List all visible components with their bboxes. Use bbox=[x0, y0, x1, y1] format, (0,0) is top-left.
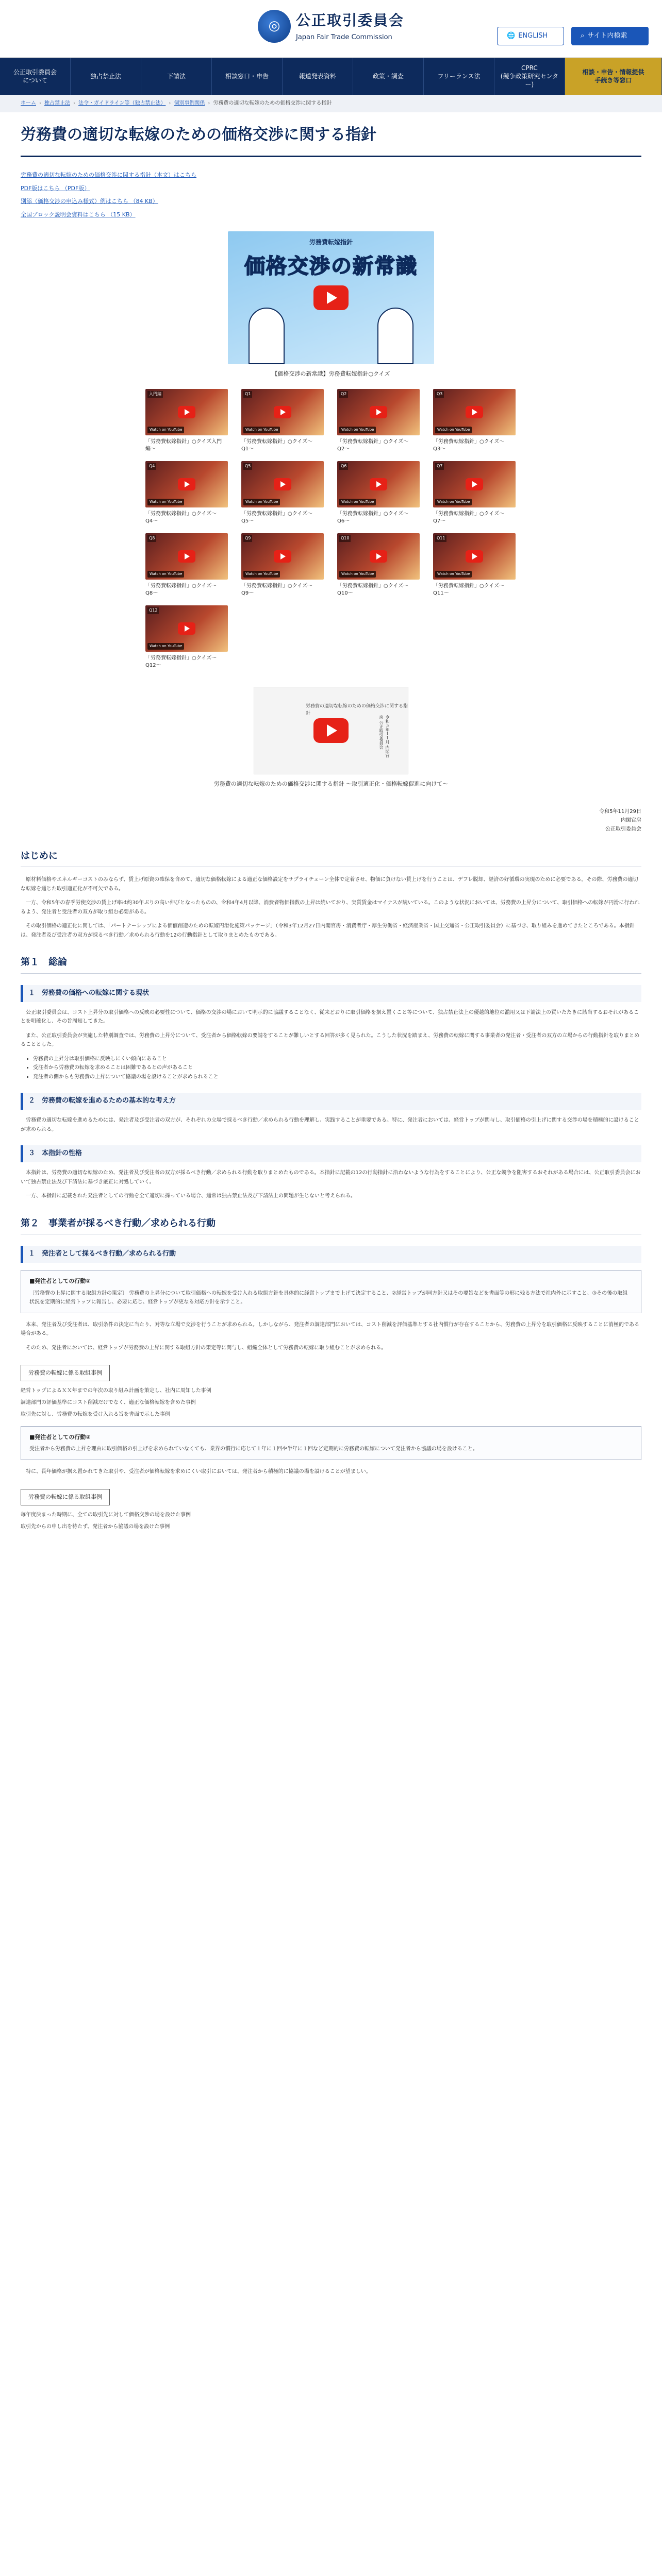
hero-video-player[interactable] bbox=[228, 231, 434, 364]
video-tag: Q1 bbox=[243, 391, 252, 398]
nav-item-antimonopoly[interactable]: 独占禁止法 bbox=[71, 58, 141, 95]
guide-video-player[interactable] bbox=[254, 687, 408, 774]
video-tag: Q3 bbox=[435, 391, 444, 398]
quiz-video-card[interactable] bbox=[241, 533, 324, 597]
youtube-play-icon[interactable] bbox=[466, 478, 483, 490]
watch-on-youtube-label[interactable]: Watch on YouTube bbox=[147, 499, 184, 505]
youtube-play-icon[interactable] bbox=[313, 718, 349, 743]
watch-on-youtube-label[interactable]: Watch on YouTube bbox=[435, 571, 472, 578]
download-links bbox=[21, 171, 641, 219]
video-caption: 「労務費転嫁指針」○クイズ〜Q10〜 bbox=[337, 583, 409, 596]
case-item: 経営トップによるＸＸ年までの年次の取り組み計画を策定し、社内に周知した事例 bbox=[21, 1387, 211, 1394]
video-thumbnail[interactable] bbox=[145, 389, 228, 435]
jftc-emblem-icon: ◎ bbox=[258, 10, 291, 43]
breadcrumb-sep: › bbox=[39, 100, 41, 106]
video-tag: 入門編 bbox=[147, 391, 163, 398]
video-caption: 「労務費転嫁指針」○クイズ〜Q12〜 bbox=[145, 655, 217, 668]
publication-date: 令和5年11月29日 bbox=[599, 808, 641, 815]
hero-video-top-text: 労務費転嫁指針 bbox=[309, 239, 353, 246]
watch-on-youtube-label[interactable]: Watch on YouTube bbox=[339, 427, 376, 433]
link-briefing-material[interactable]: 全国ブロック説明会資料はこちら （15 KB） bbox=[21, 211, 136, 218]
section-1-1-list bbox=[33, 1055, 641, 1082]
section-paragraph: 公正取引委員会は、コスト上昇分の取引価格への反映の必要性について、価格の交渉の場において明示的に協議することなく、従来どおりに取引価格を据え置くこと等について、独占禁止法上の優越的地位の濫用又は下請法上の買いたたきに該当するおそれがあることを明確化し、その旨周知してきた。 bbox=[21, 1009, 639, 1025]
intro-paragraph: 一方、令和5年の春季労使交渉の賃上げ率は約30年ぶりの高い伸びとなったものの、令和4年4月以降、消費者物価指数の上昇は続いており、実質賃金はマイナスが続いている。このような状況においては、労務費の上昇分について、取引価格への転嫁が円滑に行われるよう、発注者と受注者の双方が取り組む必要がある。 bbox=[21, 900, 640, 915]
watch-on-youtube-label[interactable]: Watch on YouTube bbox=[435, 499, 472, 505]
breadcrumb-guidelines[interactable]: 法令・ガイドライン等（独占禁止法） bbox=[78, 100, 166, 106]
section-paragraph: そのため、発注者においては、経営トップが労務費の上昇に関する取組方針の策定等に関与し、組織全体として労務費の転嫁に取り組むことが求められる。 bbox=[26, 1345, 387, 1351]
action-box-2 bbox=[21, 1426, 641, 1461]
video-tag: Q4 bbox=[147, 463, 156, 470]
video-tag: Q8 bbox=[147, 535, 156, 542]
case-item: 取引先からの申し出を待たず、発注者から協議の場を設けた事例 bbox=[21, 1523, 170, 1530]
publication-meta bbox=[21, 807, 641, 834]
video-thumbnail[interactable] bbox=[145, 533, 228, 580]
breadcrumb-sep: › bbox=[73, 100, 75, 106]
youtube-play-icon[interactable] bbox=[178, 550, 195, 563]
quiz-video-card[interactable] bbox=[337, 461, 420, 525]
quiz-video-card[interactable] bbox=[145, 389, 228, 453]
watch-on-youtube-label[interactable]: Watch on YouTube bbox=[147, 643, 184, 650]
nav-item-press[interactable]: 報道発表資料 bbox=[283, 58, 353, 95]
quiz-video-card[interactable] bbox=[241, 389, 324, 453]
video-thumbnail[interactable] bbox=[433, 389, 516, 435]
video-tag: Q7 bbox=[435, 463, 444, 470]
quiz-video-card[interactable] bbox=[433, 461, 516, 525]
breadcrumb-sep: › bbox=[169, 100, 171, 106]
main-content bbox=[21, 112, 641, 1531]
action-box-text: 〔労務費の上昇に関する取組方針の策定〕 労務費の上昇分について取引価格への転嫁を受け入れる取組方針を具体的に経営トップまで上げて決定すること、②経営トップが同方針又はその要旨などを書面等の形に残る方法で社内外に示すこと、③その後の取組状況を定期的に経営トップに報告し、必要に応じ、経営トップが更なる対応方針を示すこと。 bbox=[29, 1290, 628, 1305]
logo-text-en: Japan Fair Trade Commission bbox=[296, 33, 392, 41]
video-tag: Q11 bbox=[435, 535, 446, 542]
nav-item-freelance[interactable]: フリーランス法 bbox=[424, 58, 494, 95]
link-pdf[interactable]: PDF版はこちら （PDF版） bbox=[21, 184, 90, 192]
search-label: サイト内検索 bbox=[587, 31, 627, 40]
quiz-video-card[interactable] bbox=[241, 461, 324, 525]
action-box-title: ■発注者としての行動① bbox=[29, 1278, 91, 1285]
youtube-play-icon[interactable] bbox=[313, 285, 349, 310]
section-1-heading: 第１ 総論 bbox=[21, 955, 641, 974]
breadcrumb-antimonopoly[interactable]: 独占禁止法 bbox=[44, 100, 70, 106]
breadcrumb bbox=[0, 95, 662, 112]
youtube-play-icon[interactable] bbox=[274, 478, 291, 490]
globe-icon: 🌐 bbox=[507, 31, 516, 40]
watch-on-youtube-label[interactable]: Watch on YouTube bbox=[243, 499, 280, 505]
hero-video-caption: 【価格交渉の新常識】労務費転嫁指針○クイズ bbox=[272, 370, 390, 378]
case-item: 調達部門の評価基準にコスト削減だけでなく、適正な価格転嫁を含めた事例 bbox=[21, 1399, 196, 1405]
section-2-1-heading: １ 発注者として採るべき行動／求められる行動 bbox=[21, 1246, 641, 1263]
link-form-example[interactable]: 別添（価格交渉の申込み様式）例はこちら （84 KB） bbox=[21, 198, 158, 205]
hero-video-title: 価格交渉の新常識 bbox=[244, 255, 418, 279]
video-caption: 「労務費転嫁指針」○クイズ〜Q11〜 bbox=[433, 583, 505, 596]
breadcrumb-sep: › bbox=[208, 100, 210, 106]
video-caption: 「労務費転嫁指針」○クイズ〜Q4〜 bbox=[145, 511, 217, 524]
video-thumbnail[interactable] bbox=[337, 461, 420, 507]
video-caption: 「労務費転嫁指針」○クイズ〜Q9〜 bbox=[241, 583, 313, 596]
case-example-block bbox=[21, 1386, 641, 1419]
guide-video-side-text: 令和５年１１月 内閣官房 公正取引委員会 bbox=[379, 715, 390, 758]
page-title: 労務費の適切な転嫁のための価格交渉に関する指針 bbox=[21, 112, 641, 157]
video-thumbnail[interactable] bbox=[145, 461, 228, 507]
case-example-block bbox=[21, 1511, 641, 1531]
youtube-play-icon[interactable] bbox=[274, 550, 291, 563]
youtube-play-icon[interactable] bbox=[466, 406, 483, 418]
link-guideline-body[interactable]: 労務費の適切な転嫁のための価格交渉に関する指針（本文）はこちら bbox=[21, 172, 196, 178]
video-caption: 「労務費転嫁指針」○クイズ入門編〜 bbox=[145, 438, 222, 452]
watch-on-youtube-label[interactable]: Watch on YouTube bbox=[147, 571, 184, 578]
video-tag: Q10 bbox=[339, 535, 351, 542]
video-thumbnail[interactable] bbox=[337, 389, 420, 435]
quiz-video-grid bbox=[145, 389, 517, 669]
action-box-1 bbox=[21, 1270, 641, 1313]
video-tag: Q12 bbox=[147, 607, 159, 614]
english-button[interactable] bbox=[497, 27, 564, 45]
list-item: • 労務費の上昇分は取引価格に反映しにくい傾向にあること bbox=[33, 1055, 641, 1064]
youtube-play-icon[interactable] bbox=[370, 406, 387, 418]
video-tag: Q5 bbox=[243, 463, 252, 470]
guide-video-caption: 労務費の適切な転嫁のための価格交渉に関する指針 〜取引適正化・価格転嫁促進に向けて〜 bbox=[213, 780, 449, 787]
youtube-play-icon[interactable] bbox=[370, 550, 387, 563]
quiz-video-card[interactable] bbox=[145, 533, 228, 597]
youtube-play-icon[interactable] bbox=[466, 550, 483, 563]
quiz-video-card[interactable] bbox=[145, 605, 228, 669]
quiz-video-card[interactable] bbox=[145, 461, 228, 525]
video-caption: 「労務費転嫁指針」○クイズ〜Q2〜 bbox=[337, 438, 409, 452]
youtube-play-icon[interactable] bbox=[274, 406, 291, 418]
english-label: ENGLISH bbox=[518, 31, 548, 40]
case-example-title: 労務費の転嫁に係る取組事例 bbox=[21, 1489, 110, 1505]
watch-on-youtube-label[interactable]: Watch on YouTube bbox=[339, 499, 376, 505]
video-caption: 「労務費転嫁指針」○クイズ〜Q1〜 bbox=[241, 438, 313, 452]
video-tag: Q6 bbox=[339, 463, 348, 470]
video-thumbnail[interactable] bbox=[241, 389, 324, 435]
site-header bbox=[0, 0, 662, 58]
section-1-2-heading: ２ 労務費の転嫁を進めるための基本的な考え方 bbox=[21, 1093, 641, 1110]
breadcrumb-home[interactable]: ホーム bbox=[21, 100, 36, 106]
nav-item-subcontract[interactable]: 下請法 bbox=[141, 58, 212, 95]
section-1-1-heading: １ 労務費の価格への転嫁に関する現状 bbox=[21, 985, 641, 1002]
section-paragraph: 労務費の適切な転嫁を進めるためには、発注者及び受注者の双方が、それぞれの立場で採るべき行動／求められる行動を理解し、実践することが重要である。特に、発注者においては、経営トップが関与し、取引価格の引上げに関する交渉の場を積極的に設けることが求められる。 bbox=[21, 1117, 639, 1132]
publisher-2: 公正取引委員会 bbox=[605, 826, 641, 832]
search-icon: ⌕ bbox=[581, 31, 585, 40]
list-item: • 発注者の側からも労務費の上昇について協議の場を設けることが求められること bbox=[33, 1073, 641, 1082]
section-paragraph: 本指針は、労務費の適切な転嫁のため、発注者及び受注者の双方が採るべき行動／求められる行動を取りまとめたものである。本指針に記載の12の行動指針に沿わないような行為をすることにより、公正な競争を阻害するおそれがある場合には、公正取引委員会において独占禁止法及び下請法に基づき厳正に対処していく。 bbox=[21, 1170, 641, 1185]
section-paragraph: 一方、本指針に記載された発注者としての行動を全て適切に採っている場合、通常は独占禁止法及び下請法上の問題が生じないと考えられる。 bbox=[26, 1193, 356, 1199]
video-thumbnail[interactable] bbox=[337, 533, 420, 580]
video-tag: Q9 bbox=[243, 535, 252, 542]
quiz-video-card[interactable] bbox=[337, 533, 420, 597]
publisher-1: 内閣官房 bbox=[621, 817, 641, 823]
intro-paragraph: 原材料価格やエネルギーコストのみならず、賃上げ原資の確保を含めて、適切な価格転嫁による適正な価格設定をサプライチェーン全体で定着させ、物価に負けない賃上げを行うことは、デフレ脱却、経済の好循環の実現のために必要である。その際、労務費の適切な転嫁を通じた取引適正化が不可欠である。 bbox=[21, 877, 638, 892]
watch-on-youtube-label[interactable]: Watch on YouTube bbox=[435, 427, 472, 433]
person-illustration-icon bbox=[377, 308, 413, 364]
watch-on-youtube-label[interactable]: Watch on YouTube bbox=[243, 571, 280, 578]
video-thumbnail[interactable] bbox=[145, 605, 228, 652]
guide-video-head: 労務費の適切な転嫁のための価格交渉に関する指針 bbox=[306, 703, 408, 717]
video-thumbnail[interactable] bbox=[241, 533, 324, 580]
breadcrumb-cases[interactable]: 個別事例関係 bbox=[174, 100, 205, 106]
person-illustration-icon bbox=[249, 308, 285, 364]
nav-item-cprc[interactable]: CPRC (競争政策研究センター) bbox=[494, 58, 565, 95]
youtube-play-icon[interactable] bbox=[178, 406, 195, 418]
section-paragraph: また、公正取引委員会が実施した特別調査では、労務費の上昇分について、受注者から価格転嫁の要請をすることが難しいとする回答が多く見られた。こうした状況を踏まえ、労務費の転嫁に関する事業者の発注者・受注者の双方の立場からの行動指針を取りまとめることとした。 bbox=[21, 1032, 640, 1048]
watch-on-youtube-label[interactable]: Watch on YouTube bbox=[339, 571, 376, 578]
global-nav bbox=[0, 58, 662, 95]
video-thumbnail[interactable] bbox=[433, 461, 516, 507]
intro-heading: はじめに bbox=[21, 849, 641, 868]
nav-item-about[interactable]: 公正取引委員会 について bbox=[0, 58, 71, 95]
youtube-play-icon[interactable] bbox=[178, 478, 195, 490]
youtube-play-icon[interactable] bbox=[178, 622, 195, 635]
video-caption: 「労務費転嫁指針」○クイズ〜Q5〜 bbox=[241, 511, 313, 524]
video-caption: 「労務費転嫁指針」○クイズ〜Q8〜 bbox=[145, 583, 217, 596]
breadcrumb-current: 労務費の適切な転嫁のための価格交渉に関する指針 bbox=[213, 100, 332, 106]
youtube-play-icon[interactable] bbox=[370, 478, 387, 490]
logo-text-ja: 公正取引委員会 bbox=[296, 12, 405, 29]
video-tag: Q2 bbox=[339, 391, 348, 398]
video-thumbnail[interactable] bbox=[241, 461, 324, 507]
section-paragraph: 特に、長年価格が据え置かれてきた取引や、受注者が価格転嫁を求めにくい取引においては、発注者から積極的に協議の場を設けることが望ましい。 bbox=[26, 1469, 371, 1475]
site-logo[interactable] bbox=[258, 9, 404, 43]
case-item: 取引先に対し、労務費の転嫁を受け入れる旨を書面で示した事例 bbox=[21, 1411, 170, 1417]
nav-item-policy[interactable]: 政策・調査 bbox=[353, 58, 424, 95]
watch-on-youtube-label[interactable]: Watch on YouTube bbox=[243, 427, 280, 433]
case-example-title: 労務費の転嫁に係る取組事例 bbox=[21, 1365, 110, 1381]
intro-paragraph: その取引価格の適正化に関しては、「パートナーシップによる価値創造のための転嫁円滑化施策パッケージ」（令和3年12月27日内閣官房・消費者庁・厚生労働省・経済産業省・国土交通省・公正取引委員会）に基づき、取り組みを進めてきたところである。本指針は、発注者及び受注者の双方が採るべき行動／求められる行動を12の行動指針として取りまとめたものである。 bbox=[21, 923, 635, 938]
site-search-button[interactable] bbox=[571, 27, 649, 45]
section-paragraph: 本来、発注者及び受注者は、取引条件の決定に当たり、対等な立場で交渉を行うことが求められる。しかしながら、発注者の調達部門においては、コスト削減を評価基準とする社内慣行が存在することから、労務費の上昇分を取引価格に反映することに消極的である場合がある。 bbox=[21, 1321, 639, 1337]
list-item: • 受注者から労務費の転嫁を求めることは困難であるとの声があること bbox=[33, 1063, 641, 1073]
action-box-title: ■発注者としての行動② bbox=[29, 1433, 91, 1440]
section-2-heading: 第２ 事業者が採るべき行動／求められる行動 bbox=[21, 1216, 641, 1235]
nav-item-consultation[interactable]: 相談窓口・申告 bbox=[212, 58, 283, 95]
quiz-video-card[interactable] bbox=[337, 389, 420, 453]
quiz-video-card[interactable] bbox=[433, 533, 516, 597]
watch-on-youtube-label[interactable]: Watch on YouTube bbox=[147, 427, 184, 433]
nav-item-report-window[interactable]: 相談・申告・情報提供 手続き等窓口 bbox=[565, 58, 662, 95]
case-item: 毎年度決まった時期に、全ての取引先に対して価格交渉の場を設けた事例 bbox=[21, 1512, 191, 1518]
section-1-3-heading: ３ 本指針の性格 bbox=[21, 1145, 641, 1162]
video-caption: 「労務費転嫁指針」○クイズ〜Q6〜 bbox=[337, 511, 409, 524]
quiz-video-card[interactable] bbox=[433, 389, 516, 453]
video-caption: 「労務費転嫁指針」○クイズ〜Q3〜 bbox=[433, 438, 505, 452]
video-caption: 「労務費転嫁指針」○クイズ〜Q7〜 bbox=[433, 511, 505, 524]
video-thumbnail[interactable] bbox=[433, 533, 516, 580]
action-box-text: 受注者から労務費の上昇を理由に取引価格の引上げを求められていなくても、業界の慣行に応じて１年に１回や半年に１回など定期的に労務費の転嫁について発注者から協議の場を設けること。 bbox=[29, 1446, 478, 1452]
